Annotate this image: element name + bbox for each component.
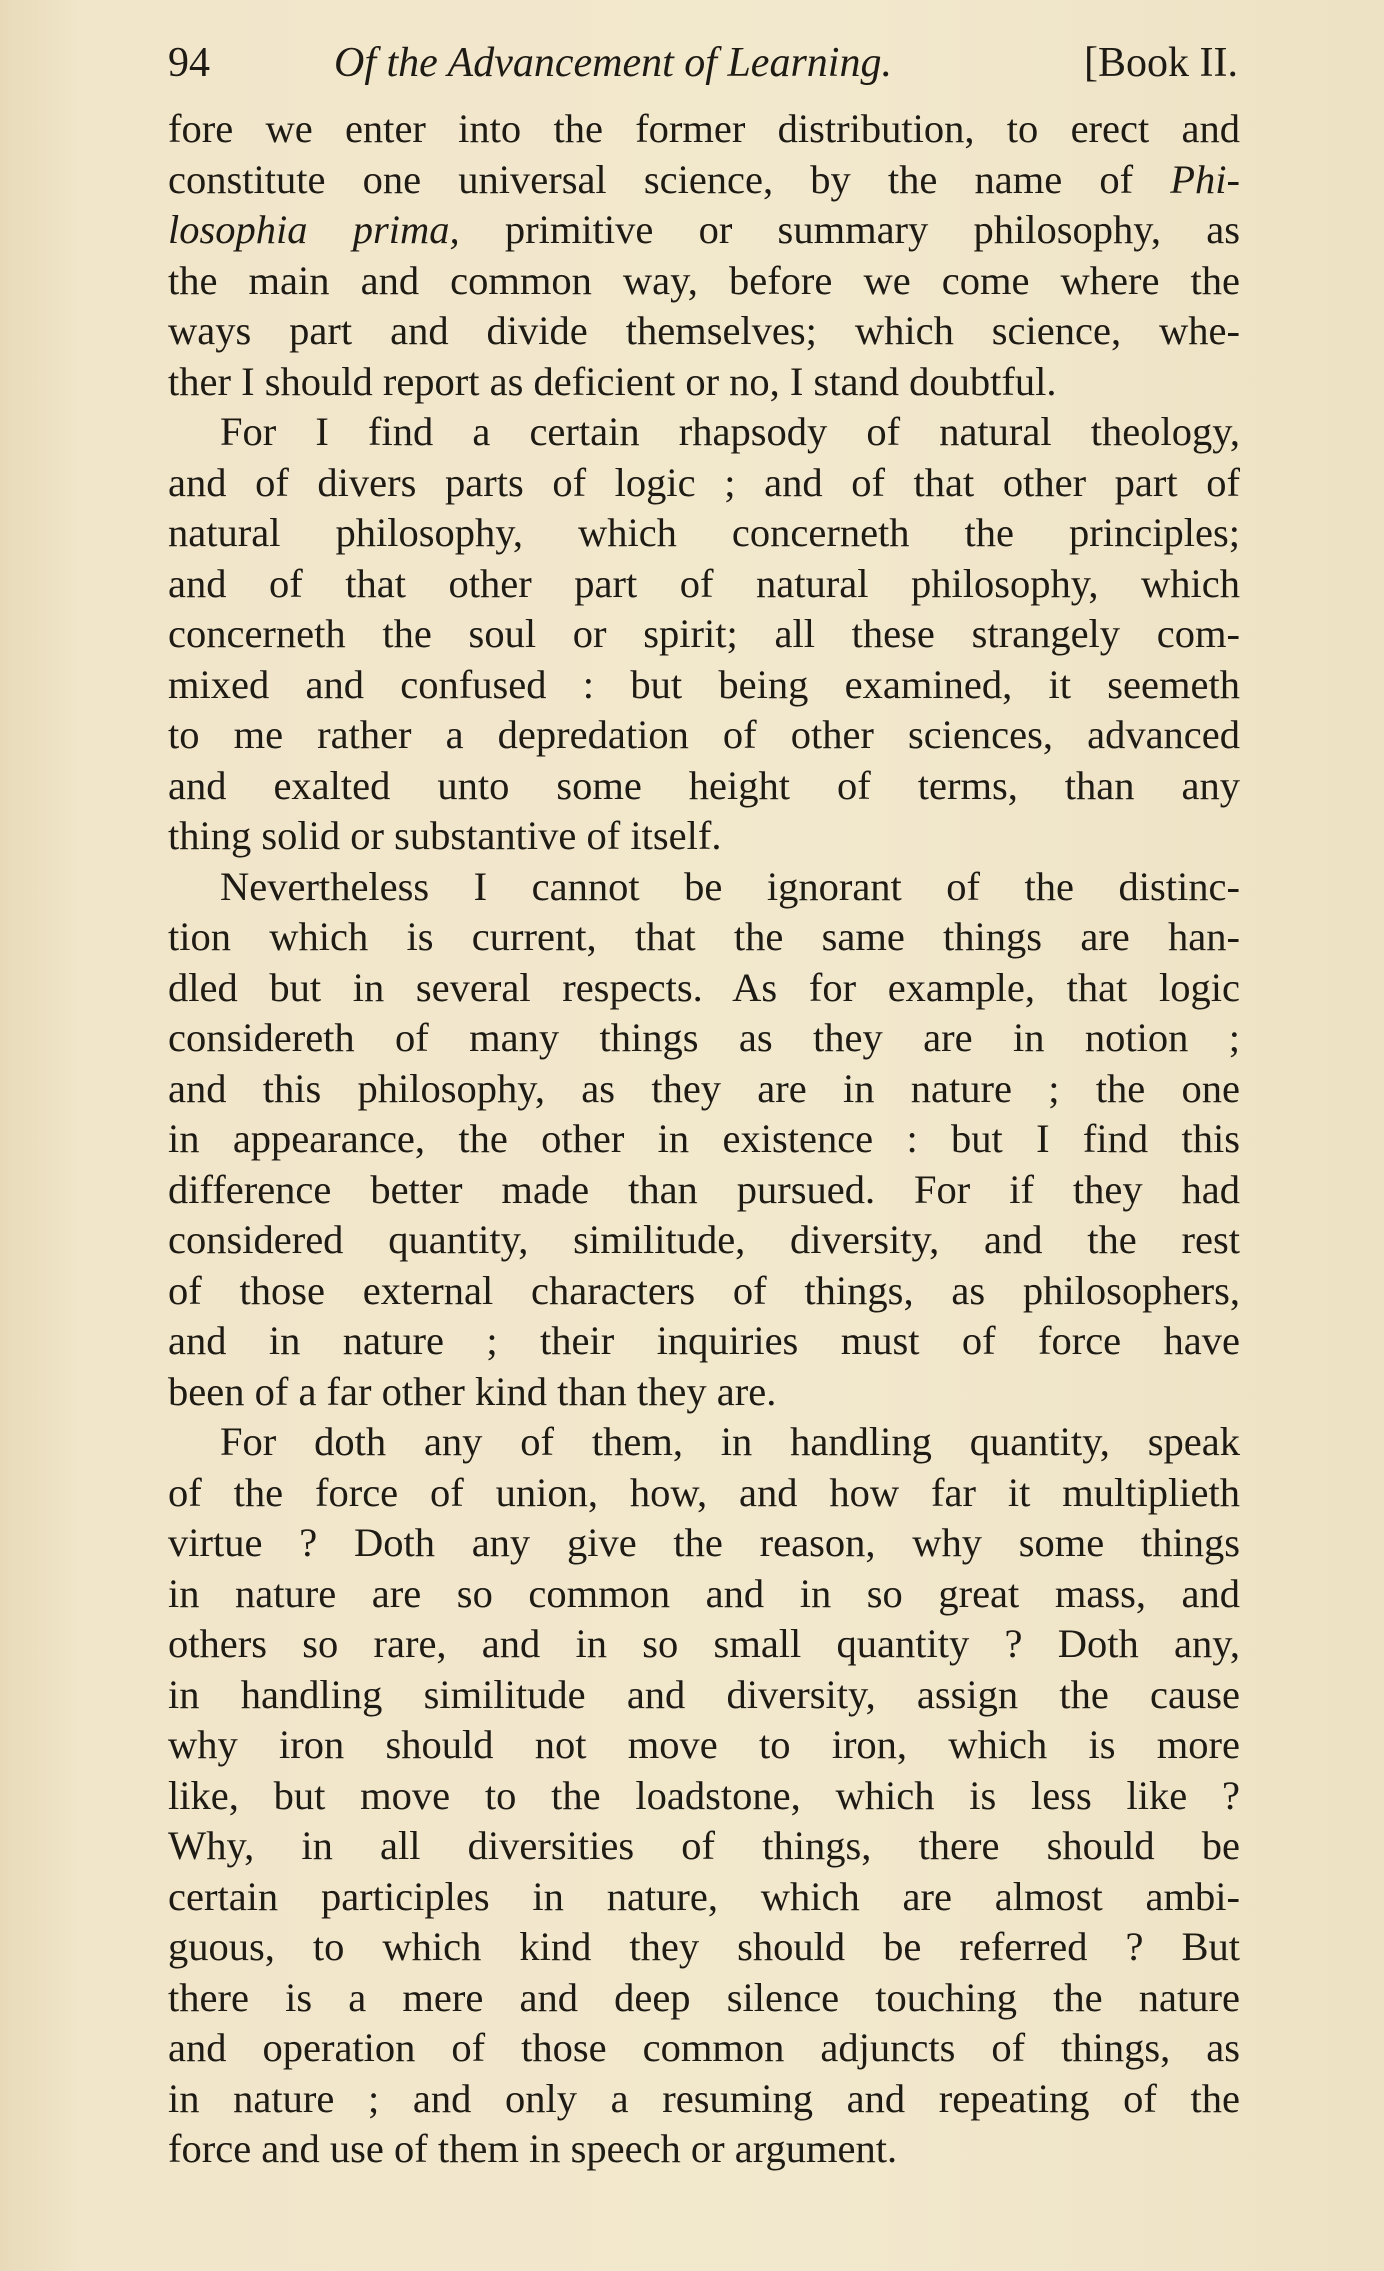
text-span: primitive or summary philosophy, as (459, 207, 1240, 252)
page-number: 94 (168, 40, 210, 86)
text-line (168, 205, 1240, 256)
text-line: the main and common way, before we come where the (168, 257, 1240, 303)
text-line: others so rare, and in so small quantity ? Doth any, (168, 1621, 1240, 1666)
text-line: in nature are so common and in so great mass, and (168, 1570, 1240, 1616)
italic-span: Phi- (1170, 156, 1240, 202)
text-line: ther I should report as deficient or no, I stand doubtful. (168, 358, 1057, 404)
text-line: of those external characters of things, as philosophers, (168, 1267, 1240, 1313)
text-line: For I find a certain rhapsody of natural theology, (220, 409, 1240, 454)
book-marker: [Book II. (1084, 40, 1238, 86)
text-line: Nevertheless I cannot be ignorant of the distinc- (220, 863, 1240, 909)
text-line: tion which is current, that the same things are han- (168, 914, 1240, 959)
text-line: considered quantity, similitude, diversity, and the rest (168, 1217, 1240, 1262)
text-line: there is a mere and deep silence touching the nature (168, 1974, 1240, 2020)
text-line: and exalted unto some height of terms, than any (168, 762, 1240, 808)
text-line: virtue ? Doth any give the reason, why some things (168, 1520, 1240, 1565)
text-line: considereth of many things as they are in notion ; (168, 1015, 1240, 1060)
text-line: in appearance, the other in existence : but I find this (168, 1116, 1240, 1161)
text-line: force and use of them in speech or argument. (168, 2126, 898, 2171)
text-line: For doth any of them, in handling quantity, speak (220, 1419, 1240, 1464)
text-line: ways part and divide themselves; which science, whe- (168, 308, 1240, 353)
text-line: of the force of union, how, and how far it multiplieth (168, 1469, 1240, 1515)
text-line: in handling similitude and diversity, assign the cause (168, 1671, 1240, 1717)
italic-span: losophia prima, (168, 207, 460, 252)
text-line: been of a far other kind than they are. (168, 1368, 777, 1414)
text-line: dled but in several respects. As for example, that logic (168, 964, 1240, 1010)
text-line: and this philosophy, as they are in nature ; the one (168, 1065, 1240, 1111)
text-line: guous, to which kind they should be referred ? But (168, 1924, 1240, 1969)
text-line: concerneth the soul or spirit; all these strangely com- (168, 611, 1240, 656)
text-line: natural philosophy, which concerneth the principles; (168, 510, 1240, 555)
text-line (168, 155, 1240, 206)
text-line: why iron should not move to iron, which is more (168, 1722, 1240, 1767)
running-title: Of the Advancement of Learning. (334, 40, 892, 86)
text-line: to me rather a depredation of other sciences, advanced (168, 712, 1240, 757)
text-line: like, but move to the loadstone, which is less like ? (168, 1772, 1240, 1818)
text-line: and operation of those common adjuncts of things, as (168, 2025, 1240, 2070)
running-header (168, 28, 1238, 98)
text-line: and in nature ; their inquiries must of force have (168, 1318, 1240, 1363)
text-line: and of that other part of natural philosophy, which (168, 560, 1240, 606)
text-line: thing solid or substantive of itself. (168, 813, 722, 858)
text-line: mixed and confused : but being examined, it seemeth (168, 661, 1240, 707)
text-line: in nature ; and only a resuming and repeating of the (168, 2075, 1240, 2121)
text-line: certain participles in nature, which are almost ambi- (168, 1873, 1240, 1919)
text-line: Why, in all diversities of things, there should be (168, 1823, 1240, 1868)
body-text (168, 104, 1240, 2175)
text-span: constitute one universal science, by the name of (168, 156, 1171, 202)
text-line: fore we enter into the former distribution, to erect and (168, 106, 1240, 151)
text-line: and of divers parts of logic ; and of that other part of (168, 459, 1240, 505)
text-line: difference better made than pursued. For if they had (168, 1166, 1240, 1212)
